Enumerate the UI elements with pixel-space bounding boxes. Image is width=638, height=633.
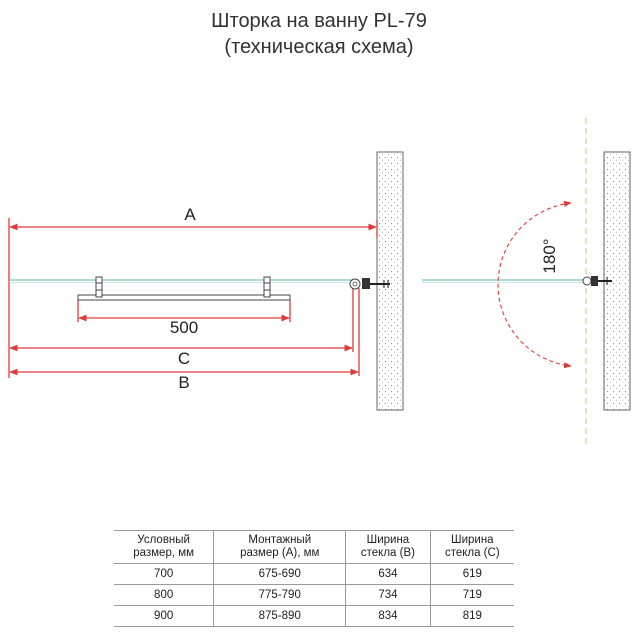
table-cell: 800 xyxy=(114,585,214,606)
column-header: Условный размер, мм xyxy=(114,531,214,564)
table-cell: 675-690 xyxy=(214,564,346,585)
dimension-label-500: 500 xyxy=(169,318,199,337)
towel-bar xyxy=(78,295,290,300)
table-cell: 875-890 xyxy=(214,606,346,627)
table-cell: 900 xyxy=(114,606,214,627)
table-cell: 634 xyxy=(346,564,430,585)
table-row xyxy=(114,585,514,606)
bar-bracket-left xyxy=(96,277,102,297)
rotation-arc xyxy=(498,203,571,366)
column-header: Ширина стекла (В) xyxy=(346,531,430,564)
page-subtitle: (техническая схема) xyxy=(224,36,414,58)
table-cell: 775-790 xyxy=(214,585,346,606)
bar-bracket-right xyxy=(264,277,270,297)
table-cell: 719 xyxy=(430,585,514,606)
page-title: Шторка на ванну PL-79 xyxy=(211,10,427,32)
dimension-label-a: A xyxy=(184,205,196,224)
size-table xyxy=(114,530,514,627)
dimension-label-c: C xyxy=(177,349,191,368)
rotation-angle-label: 180° xyxy=(540,238,559,274)
table-row xyxy=(114,606,514,627)
dimension-label-b: B xyxy=(178,373,190,392)
table-cell: 819 xyxy=(430,606,514,627)
table-header-row xyxy=(114,531,514,564)
table-cell: 700 xyxy=(114,564,214,585)
table-cell: 734 xyxy=(346,585,430,606)
wall-left-view xyxy=(377,152,403,410)
table-cell: 834 xyxy=(346,606,430,627)
table-cell: 619 xyxy=(430,564,514,585)
column-header: Ширина стекла (С) xyxy=(430,531,514,564)
column-header: Монтажный размер (А), мм xyxy=(214,531,346,564)
table-row xyxy=(114,564,514,585)
